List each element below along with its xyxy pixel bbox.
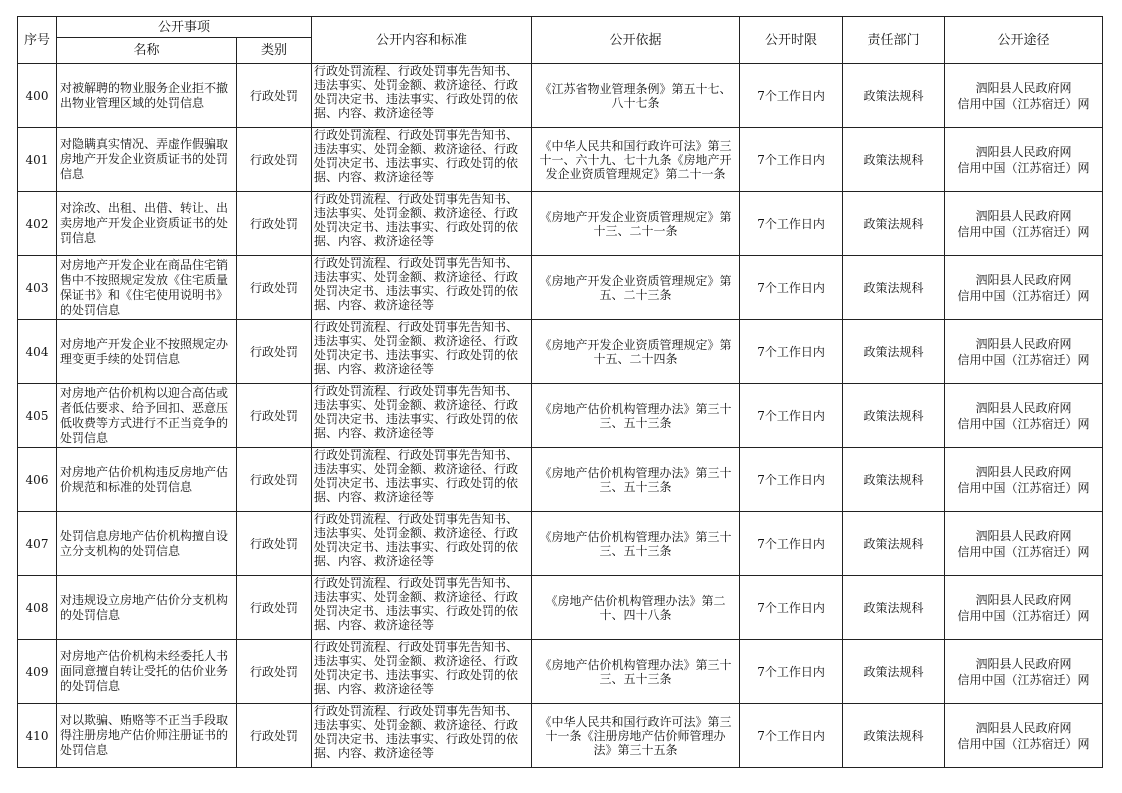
row-seq: 402	[18, 192, 57, 256]
row-category: 行政处罚	[237, 448, 312, 512]
row-category: 行政处罚	[237, 320, 312, 384]
channel-gov-site: 泗阳县人民政府网	[975, 720, 1072, 735]
table-row	[18, 128, 1103, 192]
row-content-cell	[312, 640, 532, 704]
channel-credit-site: 信用中国（江苏宿迁）网	[957, 480, 1090, 495]
row-channel	[945, 256, 1103, 320]
row-content-cell	[312, 576, 532, 640]
row-basis: 《房地产估价机构管理办法》第三十三、五十三条	[539, 529, 732, 558]
row-dept: 政策法规科	[843, 256, 945, 320]
channel-gov-site: 泗阳县人民政府网	[975, 336, 1072, 351]
row-seq: 405	[18, 384, 57, 448]
row-limit: 7个工作日内	[740, 448, 843, 512]
row-name: 对房地产估价机构以迎合高估或者低估要求、给予回扣、恶意压低收费等方式进行不正当竞争的处罚信息	[57, 384, 237, 448]
row-name: 对房地产估价机构未经委托人书面同意擅自转让受托的估价业务的处罚信息	[57, 640, 237, 704]
row-dept: 政策法规科	[843, 640, 945, 704]
row-basis: 《房地产开发企业资质管理规定》第十三、二十一条	[539, 209, 732, 238]
row-channel	[945, 512, 1103, 576]
table-row	[18, 384, 1103, 448]
row-basis-cell	[532, 128, 740, 192]
header-limit: 公开时限	[740, 17, 843, 64]
row-content: 行政处罚流程、行政处罚事先告知书、违法事实、处罚金额、救济途径、行政处罚决定书、违法事实、行政处罚的依据、内容、救济途径等	[314, 256, 519, 312]
table-row	[18, 704, 1103, 768]
row-category: 行政处罚	[237, 192, 312, 256]
row-content-cell	[312, 256, 532, 320]
row-content: 行政处罚流程、行政处罚事先告知书、违法事实、处罚金额、救济途径、行政处罚决定书、违法事实、行政处罚的依据、内容、救济途径等	[314, 576, 519, 632]
row-seq: 403	[18, 256, 57, 320]
row-seq: 410	[18, 704, 57, 768]
channel-credit-site: 信用中国（江苏宿迁）网	[957, 224, 1090, 239]
row-limit: 7个工作日内	[740, 64, 843, 128]
header-seq: 序号	[18, 17, 57, 64]
row-basis: 《中华人民共和国行政许可法》第三十一、六十九、七十九条《房地产开发企业资质管理规定》第二十一条	[539, 138, 732, 181]
row-dept: 政策法规科	[843, 384, 945, 448]
row-basis: 《江苏省物业管理条例》第五十七、八十七条	[539, 81, 732, 110]
row-category: 行政处罚	[237, 704, 312, 768]
row-limit: 7个工作日内	[740, 640, 843, 704]
channel-credit-site: 信用中国（江苏宿迁）网	[957, 160, 1090, 175]
channel-credit-site: 信用中国（江苏宿迁）网	[957, 288, 1090, 303]
channel-gov-site: 泗阳县人民政府网	[975, 464, 1072, 479]
row-category: 行政处罚	[237, 640, 312, 704]
row-content: 行政处罚流程、行政处罚事先告知书、违法事实、处罚金额、救济途径、行政处罚决定书、违法事实、行政处罚的依据、内容、救济途径等	[314, 64, 519, 120]
row-category: 行政处罚	[237, 128, 312, 192]
row-channel	[945, 704, 1103, 768]
channel-credit-site: 信用中国（江苏宿迁）网	[957, 96, 1090, 111]
table-row	[18, 640, 1103, 704]
header-content: 公开内容和标准	[312, 17, 532, 64]
row-dept: 政策法规科	[843, 128, 945, 192]
row-content-cell	[312, 512, 532, 576]
channel-credit-site: 信用中国（江苏宿迁）网	[957, 608, 1090, 623]
row-limit: 7个工作日内	[740, 576, 843, 640]
row-basis-cell	[532, 64, 740, 128]
row-name: 对涂改、出租、出借、转让、出卖房地产开发企业资质证书的处罚信息	[57, 192, 237, 256]
row-basis-cell	[532, 192, 740, 256]
row-channel	[945, 320, 1103, 384]
channel-credit-site: 信用中国（江苏宿迁）网	[957, 352, 1090, 367]
row-name: 对以欺骗、贿赂等不正当手段取得注册房地产估价师注册证书的处罚信息	[57, 704, 237, 768]
channel-gov-site: 泗阳县人民政府网	[975, 80, 1072, 95]
channel-credit-site: 信用中国（江苏宿迁）网	[957, 736, 1090, 751]
row-content: 行政处罚流程、行政处罚事先告知书、违法事实、处罚金额、救济途径、行政处罚决定书、违法事实、行政处罚的依据、内容、救济途径等	[314, 320, 519, 376]
row-channel	[945, 192, 1103, 256]
row-limit: 7个工作日内	[740, 384, 843, 448]
row-basis-cell	[532, 576, 740, 640]
row-basis: 《房地产估价机构管理办法》第三十三、五十三条	[539, 401, 732, 430]
channel-gov-site: 泗阳县人民政府网	[975, 528, 1072, 543]
row-content-cell	[312, 64, 532, 128]
channel-gov-site: 泗阳县人民政府网	[975, 208, 1072, 223]
row-dept: 政策法规科	[843, 576, 945, 640]
table-row	[18, 64, 1103, 128]
row-category: 行政处罚	[237, 384, 312, 448]
channel-gov-site: 泗阳县人民政府网	[975, 144, 1072, 159]
row-name: 处罚信息房地产估价机构擅自设立分支机构的处罚信息	[57, 512, 237, 576]
row-content: 行政处罚流程、行政处罚事先告知书、违法事实、处罚金额、救济途径、行政处罚决定书、违法事实、行政处罚的依据、内容、救济途径等	[314, 448, 519, 504]
row-basis-cell	[532, 448, 740, 512]
channel-credit-site: 信用中国（江苏宿迁）网	[957, 544, 1090, 559]
row-channel	[945, 64, 1103, 128]
channel-gov-site: 泗阳县人民政府网	[975, 272, 1072, 287]
row-name: 对房地产开发企业不按照规定办理变更手续的处罚信息	[57, 320, 237, 384]
row-seq: 409	[18, 640, 57, 704]
row-content-cell	[312, 320, 532, 384]
row-content: 行政处罚流程、行政处罚事先告知书、违法事实、处罚金额、救济途径、行政处罚决定书、违法事实、行政处罚的依据、内容、救济途径等	[314, 640, 519, 696]
channel-gov-site: 泗阳县人民政府网	[975, 592, 1072, 607]
header-basis: 公开依据	[532, 17, 740, 64]
row-content-cell	[312, 448, 532, 512]
row-content-cell	[312, 704, 532, 768]
row-channel	[945, 448, 1103, 512]
table-row	[18, 320, 1103, 384]
row-limit: 7个工作日内	[740, 256, 843, 320]
row-basis: 《房地产估价机构管理办法》第三十三、五十三条	[539, 657, 732, 686]
row-basis: 《中华人民共和国行政许可法》第三十一条《注册房地产估价师管理办法》第三十五条	[539, 714, 732, 757]
table-header	[18, 17, 1103, 64]
row-dept: 政策法规科	[843, 64, 945, 128]
row-basis: 《房地产开发企业资质管理规定》第五、二十三条	[539, 273, 732, 302]
disclosure-table	[17, 16, 1103, 768]
row-limit: 7个工作日内	[740, 512, 843, 576]
row-content: 行政处罚流程、行政处罚事先告知书、违法事实、处罚金额、救济途径、行政处罚决定书、违法事实、行政处罚的依据、内容、救济途径等	[314, 384, 519, 440]
row-basis-cell	[532, 512, 740, 576]
row-basis-cell	[532, 320, 740, 384]
row-limit: 7个工作日内	[740, 192, 843, 256]
row-limit: 7个工作日内	[740, 320, 843, 384]
header-dept: 责任部门	[843, 17, 945, 64]
row-basis: 《房地产估价机构管理办法》第二十、四十八条	[545, 593, 726, 622]
row-content: 行政处罚流程、行政处罚事先告知书、违法事实、处罚金额、救济途径、行政处罚决定书、违法事实、行政处罚的依据、内容、救济途径等	[314, 512, 519, 568]
table-row	[18, 448, 1103, 512]
table-row	[18, 512, 1103, 576]
row-category: 行政处罚	[237, 512, 312, 576]
row-seq: 408	[18, 576, 57, 640]
table-row	[18, 192, 1103, 256]
row-name: 对被解聘的物业服务企业拒不撤出物业管理区域的处罚信息	[57, 64, 237, 128]
row-content: 行政处罚流程、行政处罚事先告知书、违法事实、处罚金额、救济途径、行政处罚决定书、违法事实、行政处罚的依据、内容、救济途径等	[314, 128, 519, 184]
row-dept: 政策法规科	[843, 448, 945, 512]
row-basis-cell	[532, 384, 740, 448]
row-seq: 407	[18, 512, 57, 576]
row-channel	[945, 384, 1103, 448]
channel-credit-site: 信用中国（江苏宿迁）网	[957, 672, 1090, 687]
row-dept: 政策法规科	[843, 320, 945, 384]
row-name: 对房地产开发企业在商品住宅销售中不按照规定发放《住宅质量保证书》和《住宅使用说明书》的处罚信息	[57, 256, 237, 320]
table-row	[18, 576, 1103, 640]
row-name: 对隐瞒真实情况、弄虚作假骗取房地产开发企业资质证书的处罚信息	[57, 128, 237, 192]
row-dept: 政策法规科	[843, 192, 945, 256]
row-content: 行政处罚流程、行政处罚事先告知书、违法事实、处罚金额、救济途径、行政处罚决定书、违法事实、行政处罚的依据、内容、救济途径等	[314, 704, 519, 760]
row-seq: 404	[18, 320, 57, 384]
row-category: 行政处罚	[237, 64, 312, 128]
row-basis-cell	[532, 640, 740, 704]
row-channel	[945, 128, 1103, 192]
header-name: 名称	[57, 38, 237, 64]
row-basis-cell	[532, 256, 740, 320]
row-basis: 《房地产估价机构管理办法》第三十三、五十三条	[539, 465, 732, 494]
row-limit: 7个工作日内	[740, 128, 843, 192]
row-name: 对房地产估价机构违反房地产估价规范和标准的处罚信息	[57, 448, 237, 512]
row-content-cell	[312, 384, 532, 448]
row-limit: 7个工作日内	[740, 704, 843, 768]
header-item-group: 公开事项	[57, 17, 312, 38]
row-category: 行政处罚	[237, 576, 312, 640]
row-content: 行政处罚流程、行政处罚事先告知书、违法事实、处罚金额、救济途径、行政处罚决定书、违法事实、行政处罚的依据、内容、救济途径等	[314, 192, 519, 248]
header-channel: 公开途径	[945, 17, 1103, 64]
channel-gov-site: 泗阳县人民政府网	[975, 400, 1072, 415]
row-name: 对违规设立房地产估价分支机构的处罚信息	[57, 576, 237, 640]
row-basis-cell	[532, 704, 740, 768]
table-body	[18, 64, 1103, 768]
row-dept: 政策法规科	[843, 512, 945, 576]
row-channel	[945, 576, 1103, 640]
row-basis: 《房地产开发企业资质管理规定》第十五、二十四条	[539, 337, 732, 366]
row-seq: 400	[18, 64, 57, 128]
row-dept: 政策法规科	[843, 704, 945, 768]
row-content-cell	[312, 128, 532, 192]
header-category: 类别	[237, 38, 312, 64]
row-content-cell	[312, 192, 532, 256]
channel-credit-site: 信用中国（江苏宿迁）网	[957, 416, 1090, 431]
row-category: 行政处罚	[237, 256, 312, 320]
row-seq: 406	[18, 448, 57, 512]
table-row	[18, 256, 1103, 320]
row-channel	[945, 640, 1103, 704]
channel-gov-site: 泗阳县人民政府网	[975, 656, 1072, 671]
row-seq: 401	[18, 128, 57, 192]
